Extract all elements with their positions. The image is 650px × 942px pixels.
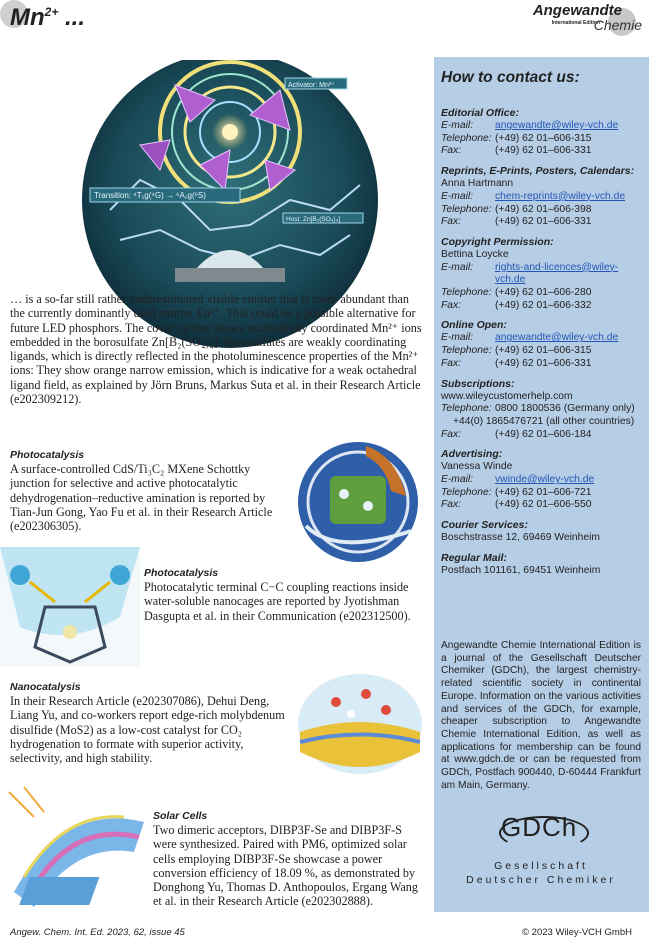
email-label: E-mail: bbox=[441, 261, 474, 273]
courier-services bbox=[441, 519, 645, 545]
subscriptions bbox=[441, 378, 645, 442]
email-label: E-mail: bbox=[441, 332, 474, 344]
online-fax: (+49) 62 01–606-331 bbox=[495, 357, 592, 369]
editorial-tel: (+49) 62 01–606-315 bbox=[495, 132, 592, 144]
article-3-text: In their Research Article (e202307086), Dehui Deng, Liang Yu, and co-workers report edge-rich molybdenum disulfide (MoS2) as a low-cost catalyst for CO₂ hydrogenation to formate with superior activity, selectivity, and high stability. bbox=[10, 694, 285, 766]
advertising-email-link[interactable]: vwinde@wiley-vch.de bbox=[495, 474, 595, 486]
article-2-text: Photocatalytic terminal C−C coupling reactions inside water-soluble nanocages are reported by Jyotishman Dasgupta et al. in their Communication (e202312500). bbox=[144, 580, 411, 623]
subscriptions-tel: 0800 1800536 (Germany only) bbox=[495, 403, 635, 415]
tel-label: Telephone: bbox=[441, 345, 492, 357]
subscriptions-heading: Subscriptions: bbox=[441, 377, 515, 390]
online-email-link[interactable]: angewandte@wiley-vch.de bbox=[495, 332, 619, 344]
reprints-fax: (+49) 62 01–606-331 bbox=[495, 216, 592, 228]
fax-label: Fax: bbox=[441, 499, 462, 511]
subscriptions-tel2: +44(0) 1865476721 (all other countries) bbox=[453, 415, 635, 427]
courier-address: Boschstrasse 12, 69469 Weinheim bbox=[441, 532, 600, 544]
reprints-email-link[interactable]: chem-reprints@wiley-vch.de bbox=[495, 190, 626, 202]
reprints-tel: (+49) 62 01–606-398 bbox=[495, 203, 592, 215]
tel-label: Telephone: bbox=[441, 203, 492, 215]
mail-heading: Regular Mail: bbox=[441, 551, 507, 564]
copyright-contact-name: Bettina Loycke bbox=[441, 248, 509, 260]
sidebar-title: How to contact us: bbox=[441, 69, 580, 86]
advertising-tel: (+49) 62 01–606-721 bbox=[495, 486, 592, 498]
reprints bbox=[441, 165, 645, 229]
mail-address: Postfach 101161, 69451 Weinheim bbox=[441, 564, 601, 576]
article-3-heading: Nanocatalysis bbox=[10, 681, 81, 693]
courier-heading: Courier Services: bbox=[441, 519, 528, 532]
editorial-fax: (+49) 62 01–606-331 bbox=[495, 145, 592, 157]
email-label: E-mail: bbox=[441, 190, 474, 202]
logo-chemie: Chemie bbox=[593, 17, 642, 33]
editorial-email-link[interactable]: angewandte@wiley-vch.de bbox=[495, 120, 619, 131]
tel-label: Telephone: bbox=[441, 132, 492, 144]
subscriptions-fax: (+49) 62 01–606-184 bbox=[495, 428, 592, 440]
transition-label: Transition: ⁴T₁g(⁴G) → ⁶A₁g(⁶S) bbox=[94, 191, 206, 200]
editorial-heading: Editorial Office: bbox=[441, 107, 519, 119]
fax-label: Fax: bbox=[441, 357, 462, 369]
host-label: Host: Zn[B₂(SO₄)₄] bbox=[286, 216, 341, 223]
footer-citation: Angew. Chem. Int. Ed. 2023, 62, issue 45 bbox=[10, 927, 185, 938]
article-2-image bbox=[0, 547, 140, 667]
email-label: E-mail: bbox=[441, 120, 474, 131]
article-1-heading: Photocatalysis bbox=[10, 449, 85, 461]
article-4-image bbox=[4, 782, 149, 912]
online-tel: (+49) 62 01–606-315 bbox=[495, 345, 592, 357]
fax-label: Fax: bbox=[441, 428, 462, 440]
article-4-text: Two dimeric acceptors, DIBP3F-Se and DIBP3F-S were synthesized. Paired with PM6, optimized solar cells employing DIBP3F-Se showcase a power conversion efficiency of 18.09 %, as demonstrated by Donghong Yu, Thomas D. Anthopoulos, Ergang Wang et al. in their Research Article (e202302888). bbox=[153, 823, 418, 909]
article-3-image bbox=[296, 672, 424, 776]
editorial-office bbox=[441, 107, 645, 158]
angewandte-logo bbox=[534, 2, 644, 36]
activator-label: Activator: Mn²⁺ bbox=[288, 82, 335, 89]
reprints-contact-name: Anna Hartmann bbox=[441, 178, 514, 190]
fax-label: Fax: bbox=[441, 145, 462, 157]
article-1-image bbox=[296, 436, 421, 568]
footer-copyright: © 2023 Wiley-VCH GmbH bbox=[522, 927, 632, 938]
cover-description: … is a so-far still rather underestimated visible emitter that is more abundant than the currently dominantly used emitter Eu²⁺. This could be a possible alternative for future LED phosphors. The cover picture shows octahedrally coordinated Mn²⁺ ions embedded in the borosulfate Zn[B₂(SO₄)₄]. Borosulfates are weakly coordinating ligands, which is directly reflected in the photoluminescence properties of the Mn²⁺ ions: They show orange narrow emission, which is indicative for a weak octahedral ligand field, as explained by Jörn Bruns, Markus Suta et al. in their Research Article (e202309212). bbox=[10, 292, 422, 407]
fax-label: Fax: bbox=[441, 216, 462, 228]
article-1-text: A surface-controlled CdS/Ti₃C₂ MXene Schottky junction for selective and active photocatalytic dehydrogenation–reductive amination is reported by Tian-Jun Gong, Yao Fu et al. in their Research Article (e202306305). bbox=[10, 462, 273, 534]
advertising-heading: Advertising: bbox=[441, 448, 503, 461]
gdch-line1: Gesellschaft bbox=[494, 860, 588, 872]
advertising-contact-name: Vanessa Winde bbox=[441, 461, 513, 473]
fax-label: Fax: bbox=[441, 299, 462, 311]
advertising-fax: (+49) 62 01–606-550 bbox=[495, 499, 592, 511]
copyright-heading: Copyright Permission: bbox=[441, 235, 554, 248]
copyright-fax: (+49) 62 01–606-332 bbox=[495, 299, 592, 311]
tel-label: Telephone: bbox=[441, 403, 492, 415]
article-2-heading: Photocatalysis bbox=[144, 567, 219, 579]
regular-mail bbox=[441, 552, 645, 578]
tel-label: Telephone: bbox=[441, 287, 492, 299]
advertising bbox=[441, 448, 645, 512]
tel-label: Telephone: bbox=[441, 486, 492, 498]
online-open bbox=[441, 319, 645, 370]
copyright-tel: (+49) 62 01–606-280 bbox=[495, 287, 592, 299]
article-4-heading: Solar Cells bbox=[153, 810, 208, 822]
page-title: $Mn^{2+}$ ... bbox=[10, 4, 86, 31]
copyright-email-link[interactable]: rights-and-licences@wiley-vch.de bbox=[495, 261, 619, 286]
copyright bbox=[441, 236, 645, 313]
logo-edition: International Edition bbox=[551, 20, 600, 26]
gdch-line2: Deutscher Chemiker bbox=[466, 874, 616, 886]
reprints-heading: Reprints, E-Prints, Posters, Calendars: bbox=[441, 165, 635, 178]
subscriptions-web[interactable]: www.wileycustomerhelp.com bbox=[441, 390, 573, 402]
logo-main: Angewandte bbox=[532, 2, 622, 19]
gdch-mark: GDCh bbox=[501, 812, 578, 842]
email-label: E-mail: bbox=[441, 474, 474, 486]
gdch-info-text: Angewandte Chemie International Edition is a journal of the Gesellschaft Deutscher Chemiker (GDCh), the largest chemistry-related scientific society in continental Europe. Information on the various activities and services of the GDCh, for example, cheaper subscription to Angewandte Chemie International Edition, as well as applications for membership can be found at www.gdch.de or can be requested from GDCh, Postfach 900440, D-60444 Frankfurt am Main, Germany. bbox=[441, 640, 641, 791]
online-heading: Online Open: bbox=[441, 319, 507, 332]
gdch-logo bbox=[441, 812, 641, 892]
